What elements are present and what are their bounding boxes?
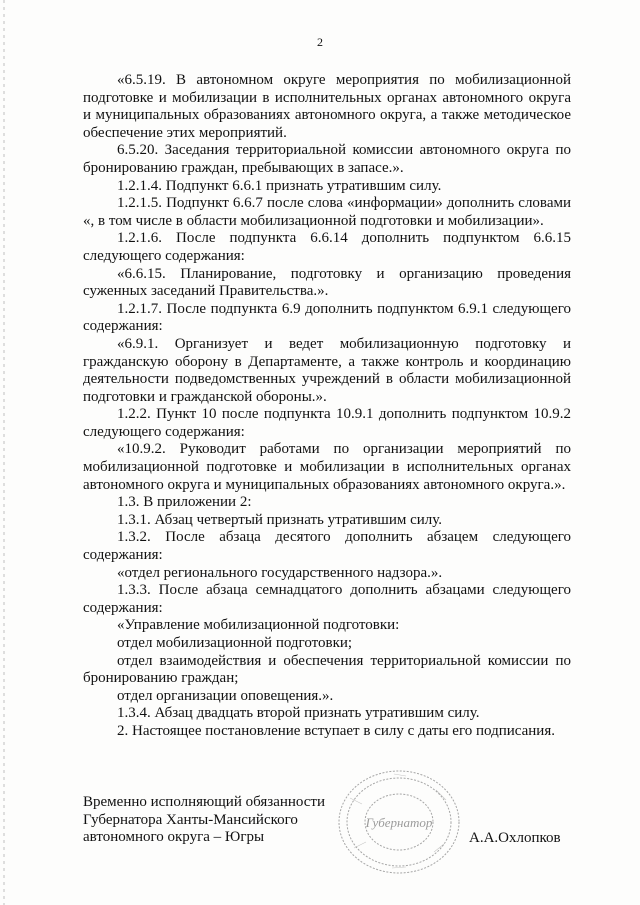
paragraph: «отдел регионального государственного надзора.». xyxy=(117,564,443,581)
paragraph: «Управление мобилизационной подготовки: xyxy=(117,617,400,634)
paragraph: 2. Настоящее постановление вступает в силу с даты его подписания. xyxy=(117,722,555,739)
stamp-text: Губернатор xyxy=(365,815,433,830)
official-stamp xyxy=(336,768,462,876)
paragraph: 1.3.3. После абзаца семнадцатого дополнить абзацами следующего содержания: xyxy=(83,582,571,616)
paragraph: 6.5.20. Заседания территориальной комиссии автономного округа по бронированию граждан, пребывающих в запасе.». xyxy=(83,142,571,176)
paragraph: 1.3.1. Абзац четвертый признать утратившим силу. xyxy=(117,511,443,528)
signatory-position xyxy=(83,794,325,847)
paragraph: отдел мобилизационной подготовки; xyxy=(117,635,353,651)
signatory-position-line: Временно исполняющий обязанности xyxy=(83,794,326,810)
signatory-name: А.А.Охлопков xyxy=(469,830,561,846)
paragraph: 1.3.2. После абзаца десятого дополнить абзацем следующего содержания: xyxy=(83,529,571,564)
paragraph: «10.9.2. Руководит работами по организации мероприятий по мобилизационной подготовке и мобилизации в исполнительных органах автономного округа и муниципальных образованиях автономного округа.». xyxy=(83,441,571,493)
paragraph: отдел организации оповещения.». xyxy=(117,687,334,704)
paragraph: 1.2.1.6. После подпункта 6.6.14 дополнить подпунктом 6.6.15 следующего содержания: xyxy=(83,230,571,264)
scan-edge xyxy=(3,0,5,905)
paragraph: «6.6.15. Планирование, подготовку и организацию проведения суженных заседаний Правительства.». xyxy=(83,265,571,300)
paragraph: 1.2.2. Пункт 10 после подпункта 10.9.1 дополнить подпунктом 10.9.2 следующего содержания: xyxy=(83,406,571,440)
paragraph: 1.2.1.7. После подпункта 6.9 дополнить подпунктом 6.9.1 следующего содержания: xyxy=(83,300,571,335)
paragraph: 1.2.1.5. Подпункт 6.6.7 после слова «информации» дополнить словами «, в том числе в области мобилизационной подготовки и мобилизации». xyxy=(83,195,571,229)
paragraph: отдел взаимодействия и обеспечения территориальной комиссии по бронированию граждан; xyxy=(83,652,571,687)
paragraph: «6.9.1. Организует и ведет мобилизационную подготовку и гражданскую оборону в Департаменте, а также контроль и координацию деятельности подведомственных учреждений в области мобилизационной подготовки и гражданской обороны.». xyxy=(83,335,571,405)
signatory-position-line: автономного округа – Югры xyxy=(83,829,265,846)
paragraph: 1.3. В приложении 2: xyxy=(117,494,252,511)
paragraph: 1.2.1.4. Подпункт 6.6.1 признать утратившим силу. xyxy=(117,177,442,194)
paragraph: 1.3.4. Абзац двадцать второй признать утратившим силу. xyxy=(117,705,480,722)
signatory-position-line: Губернатора Ханты-Мансийского xyxy=(83,811,298,828)
page-number: 2 xyxy=(317,35,323,49)
paragraph: «6.5.19. В автономном округе мероприятия по мобилизационной подготовке и мобилизации в исполнительных органах автономного округа и муниципальных образованиях автономного округа, а также методическое обеспечение этих мероприятий. xyxy=(83,72,571,141)
document-body xyxy=(83,72,571,741)
